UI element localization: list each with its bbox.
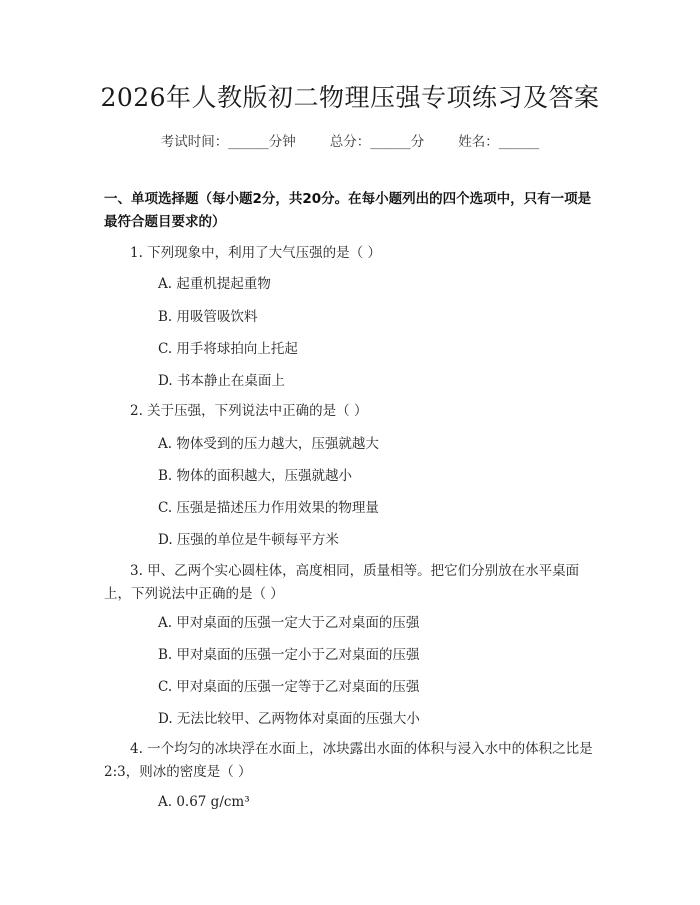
question-1-option-b: B. 用吸管吸饮料 [158, 309, 258, 325]
page-title: 2026年人教版初二物理压强专项练习及答案 [100, 83, 600, 112]
question-4-stem: 4. 一个均匀的冰块浮在水面上，冰块露出水面的体积与浸入水中的体积之比是2:3，则冰的密度是（ ） [104, 741, 593, 780]
question-3-option-c: C. 甲对桌面的压强一定等于乙对桌面的压强 [158, 679, 420, 695]
student-name-field: 姓名：______ [458, 134, 540, 150]
question-4-option-a: A. 0.67 g/cm³ [158, 794, 250, 810]
question-2-option-d: D. 压强的单位是牛顿每平方米 [158, 532, 339, 548]
question-3-option-a: A. 甲对桌面的压强一定大于乙对桌面的压强 [158, 615, 420, 631]
exam-time-field: 考试时间：______分钟 [160, 134, 296, 150]
question-2-option-a: A. 物体受到的压力越大，压强就越大 [158, 436, 379, 452]
total-score-field: 总分：______分 [329, 134, 425, 150]
question-2-option-c: C. 压强是描述压力作用效果的物理量 [158, 500, 379, 516]
question-1-option-a: A. 起重机提起重物 [158, 276, 271, 292]
question-3-option-b: B. 甲对桌面的压强一定小于乙对桌面的压强 [158, 647, 420, 663]
exam-meta [0, 132, 700, 152]
question-1-stem: 1. 下列现象中，利用了大气压强的是（ ） [130, 245, 381, 261]
question-1-option-d: D. 书本静止在桌面上 [158, 373, 285, 389]
question-2-option-b: B. 物体的面积越大，压强就越小 [158, 468, 353, 484]
section-heading: 一、单项选择题（每小题2分，共20分。在每小题列出的四个选项中，只有一项是最符合题目要求的） [104, 191, 592, 230]
question-2-stem: 2. 关于压强，下列说法中正确的是（ ） [130, 403, 368, 419]
question-3-stem: 3. 甲、乙两个实心圆柱体，高度相同，质量相等。把它们分别放在水平桌面上，下列说法中正确的是（ ） [104, 563, 580, 602]
question-1-option-c: C. 用手将球拍向上托起 [158, 341, 298, 357]
question-3-option-d: D. 无法比较甲、乙两物体对桌面的压强大小 [158, 711, 420, 727]
